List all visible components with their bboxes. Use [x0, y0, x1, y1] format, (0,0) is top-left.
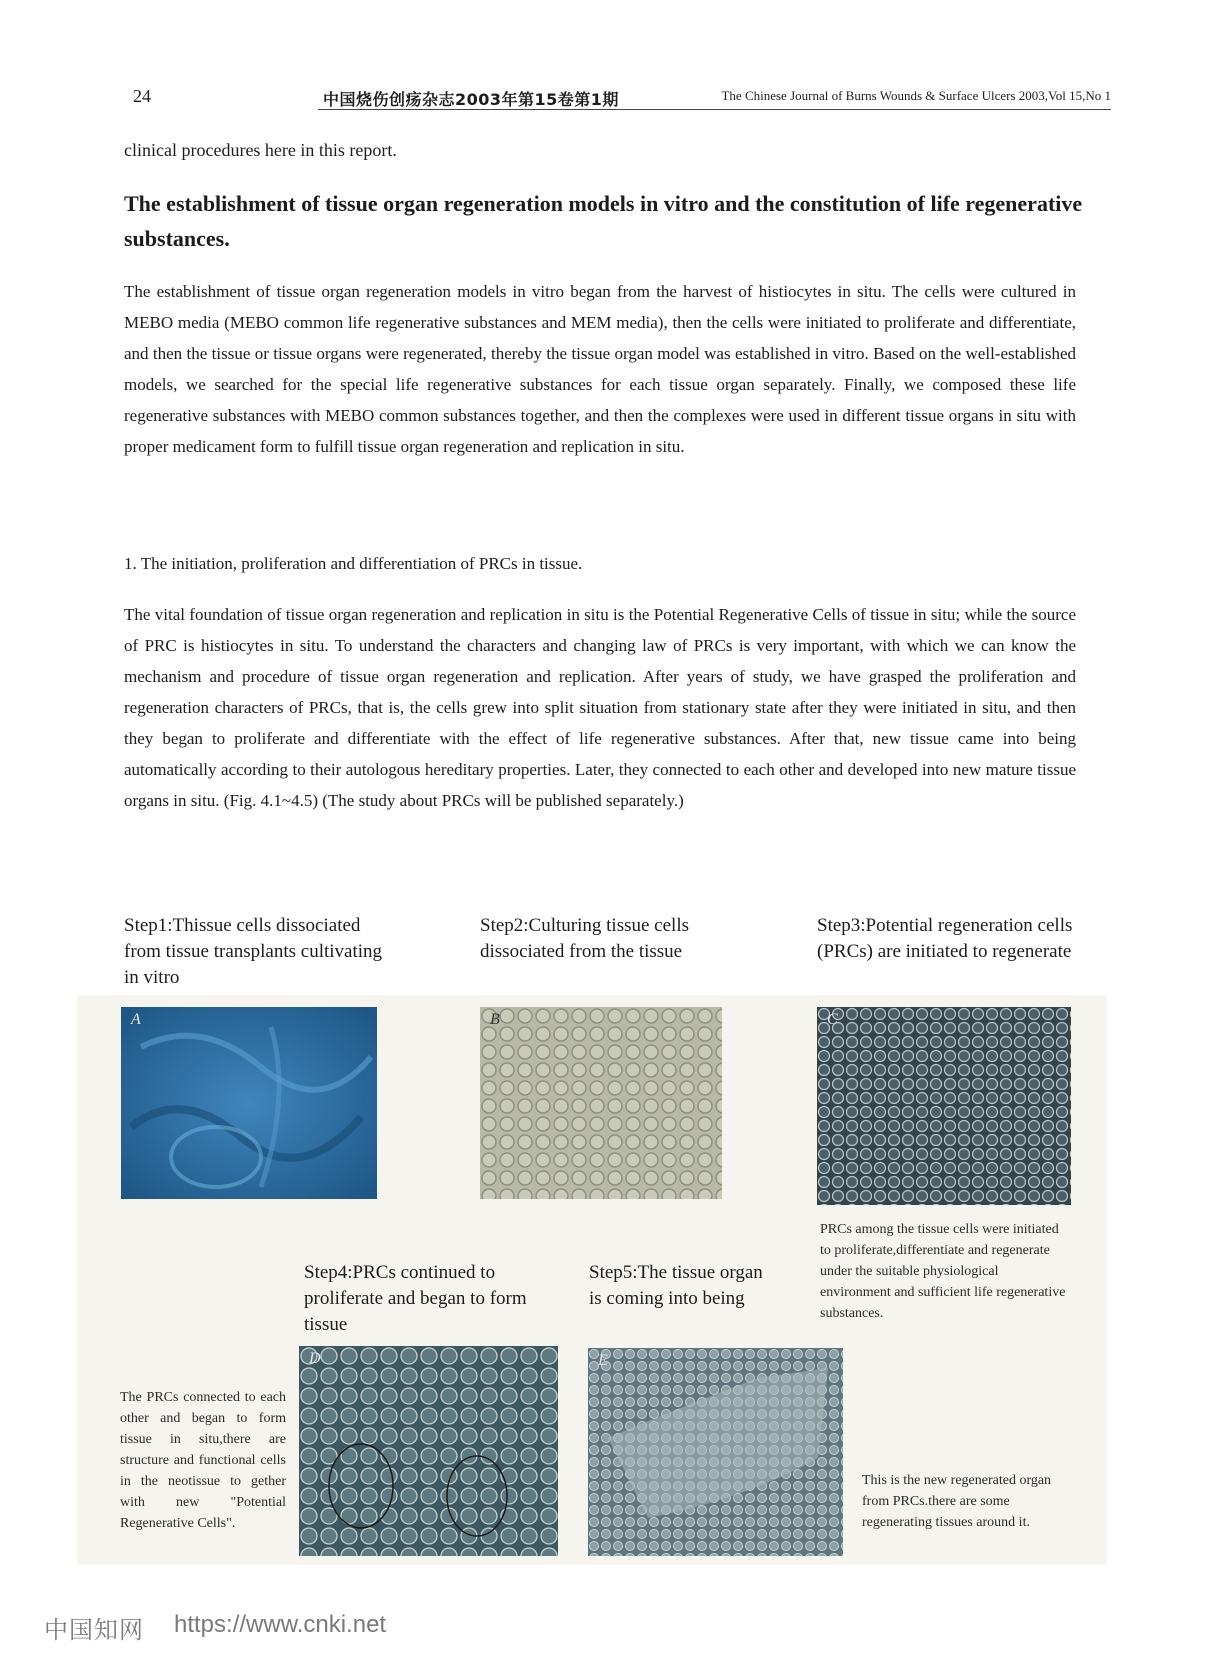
- subsection-heading: 1. The initiation, proliferation and differentiation of PRCs in tissue.: [124, 554, 583, 573]
- running-header: [133, 86, 1111, 110]
- micrograph-a: [121, 1007, 377, 1199]
- step5-caption: Step5:The tissue organ is coming into being: [589, 1262, 763, 1309]
- panel-label-d: D: [309, 1350, 321, 1367]
- note-step3: PRCs among the tissue cells were initiated to proliferate,differentiate and regenerate under the suitable physiological environment and sufficient life regenerative substances.: [820, 1222, 1066, 1321]
- micrograph-d: [299, 1346, 558, 1556]
- micrograph-c: [817, 1007, 1071, 1205]
- journal-title-english: The Chinese Journal of Burns Wounds & Surface Ulcers 2003,Vol 15,No 1: [721, 88, 1111, 103]
- step2-caption: Step2:Culturing tissue cells dissociated from the tissue: [480, 915, 689, 962]
- panel-label-a: A: [131, 1011, 141, 1028]
- micrograph-e: [588, 1348, 843, 1556]
- step1-caption: Step1:Thissue cells dissociated from tissue transplants cultivating in vitro: [124, 915, 383, 988]
- note-step5: This is the new regenerated organ from PRCs.there are some regenerating tissues around it.: [862, 1473, 1052, 1530]
- step4-caption: Step4:PRCs continued to proliferate and began to form tissue: [304, 1262, 527, 1335]
- paragraph-prc-foundation: The vital foundation of tissue organ regeneration and replication in situ is the Potential Regenerative Cells of tissue in situ; while the source of PRC is histiocytes in situ. To understand the characters and changing law of PRCs is very important, with which we can know the mechanism and procedure of tissue organ regeneration and replication. After years of study, we have grasped the proliferation and regeneration characters of PRCs, that is, the cells grew into split situation from stationary state after they were initiated in situ, and then they began to proliferate and differentiate with the effect of life regenerative substances. After that, new tissue came into being automatically according to their autologous hereditary properties. Later, they connected to each other and developed into new mature tissue organs in situ. (Fig. 4.1~4.5) (The study about PRCs will be published separately.): [124, 605, 1076, 810]
- page-number: 24: [133, 86, 151, 106]
- micrograph-b: [480, 1007, 722, 1199]
- panel-label-b: B: [490, 1011, 500, 1028]
- panel-label-e: E: [598, 1352, 608, 1369]
- header-rule: [318, 109, 1111, 110]
- section-heading: The establishment of tissue organ regeneration models in vitro and the constitution of life regenerative substances.: [124, 191, 1083, 251]
- note-step4: The PRCs connected to each other and began to form tissue in situ,there are structure and functional cells in the neotissue to gether with new "Potential Regenerative Cells".: [120, 1390, 286, 1531]
- step3-caption: Step3:Potential regeneration cells (PRCs) are initiated to regenerate: [817, 915, 1073, 962]
- cnki-url[interactable]: https://www.cnki.net: [174, 1611, 387, 1638]
- paragraph-establishment: The establishment of tissue organ regeneration models in vitro began from the harvest of histiocytes in situ. The cells were cultured in MEBO media (MEBO common life regenerative substances and MEM media), then the cells were initiated to proliferate and differentiate, and then the tissue or tissue organs were regenerated, thereby the tissue organ model was established in vitro. Based on the well-established models, we searched for the special life regenerative substances for each tissue organ separately. Finally, we composed these life regenerative substances with MEBO common substances together, and then the complexes were used in different tissue organs in situ with proper medicament form to fulfill tissue organ regeneration and replication in situ.: [124, 282, 1076, 456]
- panel-label-c: C: [827, 1011, 838, 1028]
- intro-line: clinical procedures here in this report.: [124, 140, 397, 160]
- cnki-logo: 中国知网: [44, 1616, 144, 1644]
- journal-title-chinese: 中国烧伤创疡杂志2003年第15卷第1期: [323, 90, 619, 109]
